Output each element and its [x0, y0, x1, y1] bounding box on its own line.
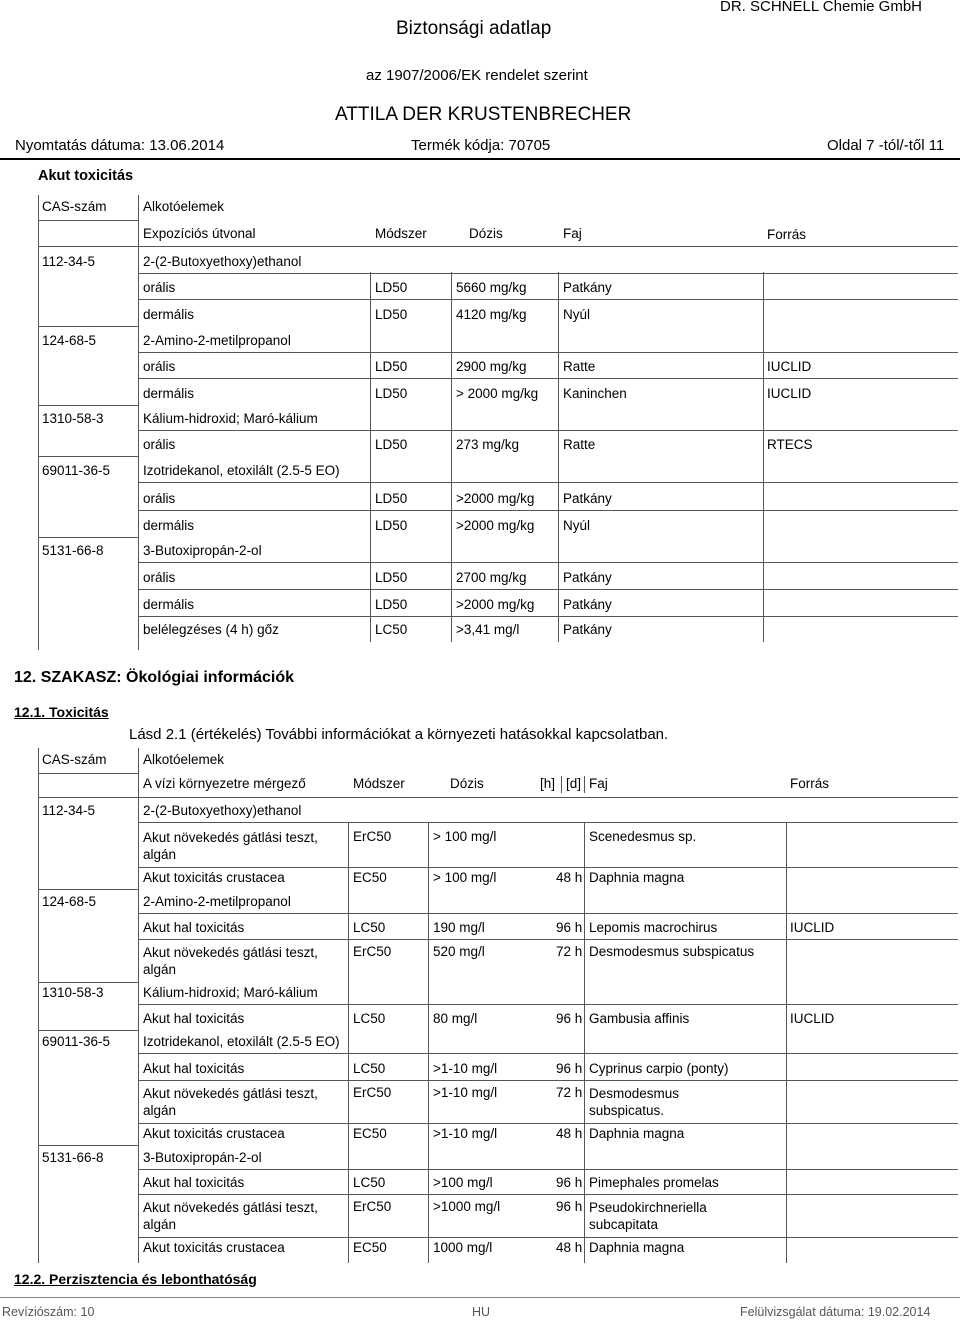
header-source: Forrás: [790, 776, 830, 791]
exposure-route: orális: [143, 437, 176, 452]
species-value: Daphnia magna: [589, 1126, 685, 1141]
component-name: Izotridekanol, etoxilált (2.5-5 EO): [143, 1034, 340, 1049]
method-value: LD50: [375, 570, 408, 585]
footer-rule: [0, 1297, 960, 1298]
exposure-time: 72 h: [556, 1085, 583, 1100]
component-name: 2-Amino-2-metilpropanol: [143, 333, 291, 348]
cas-number: 112-34-5: [42, 803, 96, 818]
header-cas: CAS-szám: [42, 199, 107, 214]
row-separator: [138, 1004, 958, 1005]
row-separator: [138, 822, 958, 823]
cas-number: 69011-36-5: [42, 463, 111, 478]
column-border: [38, 748, 39, 1263]
component-name: Kálium-hidroxid; Maró-kálium: [143, 985, 318, 1000]
row-separator: [38, 1145, 138, 1146]
source-value: IUCLID: [790, 1011, 835, 1026]
exposure-time: 96 h: [556, 1175, 583, 1190]
dose-value: 273 mg/kg: [456, 437, 520, 452]
row-separator: [138, 913, 958, 914]
method-value: EC50: [353, 1126, 387, 1141]
header-cas: CAS-szám: [42, 752, 107, 767]
method-value: LC50: [353, 1061, 386, 1076]
test-type: Akut növekedés gátlási teszt, algán: [143, 1086, 318, 1118]
exposure-time: 48 h: [556, 1126, 583, 1141]
header-method: Módszer: [353, 776, 405, 791]
row-separator: [38, 456, 138, 457]
dose-value: 2700 mg/kg: [456, 570, 527, 585]
dose-value: >3,41 mg/l: [456, 622, 520, 637]
method-value: LD50: [375, 307, 408, 322]
revision-number: Revíziószám: 10: [2, 1305, 95, 1319]
component-name: 3-Butoxipropán-2-ol: [143, 1150, 262, 1165]
component-name: 2-(2-Butoxyethoxy)ethanol: [143, 803, 302, 818]
cas-number: 1310-58-3: [42, 411, 104, 426]
row-separator: [138, 867, 958, 868]
component-name: 2-(2-Butoxyethoxy)ethanol: [143, 254, 302, 269]
species-value: Scenedesmus sp.: [589, 829, 697, 844]
species-value: Patkány: [563, 491, 612, 506]
exposure-time: 48 h: [556, 870, 583, 885]
species-value: Pimephales promelas: [589, 1175, 719, 1190]
row-separator: [38, 982, 138, 983]
row-separator: [38, 405, 138, 406]
method-value: ErC50: [353, 1085, 392, 1100]
header-species: Faj: [563, 226, 582, 241]
species-value: Kaninchen: [563, 386, 627, 401]
dose-value: > 100 mg/l: [433, 870, 497, 885]
species-value: Pseudokirchneriella subcapitata: [589, 1200, 707, 1232]
row-separator: [138, 378, 958, 379]
column-border: [370, 272, 371, 642]
toxicity-subtitle: 12.1. Toxicitás: [14, 704, 109, 720]
row-separator: [38, 246, 958, 247]
dose-value: >2000 mg/kg: [456, 518, 535, 533]
exposure-time: 96 h: [556, 1199, 583, 1214]
dose-value: >1-10 mg/l: [433, 1061, 498, 1076]
exposure-time: 96 h: [556, 920, 583, 935]
dose-value: >100 mg/l: [433, 1175, 493, 1190]
dose-value: 2900 mg/kg: [456, 359, 527, 374]
dose-value: >2000 mg/kg: [456, 491, 535, 506]
print-date: Nyomtatás dátuma: 13.06.2014: [15, 137, 225, 154]
method-value: LC50: [375, 622, 408, 637]
row-separator: [38, 1030, 138, 1031]
species-value: Patkány: [563, 597, 612, 612]
source-value: IUCLID: [767, 359, 812, 374]
header-divider: [584, 776, 585, 793]
row-separator: [138, 510, 958, 511]
species-value: Nyúl: [563, 518, 591, 533]
component-name: Kálium-hidroxid; Maró-kálium: [143, 411, 318, 426]
column-border: [428, 823, 429, 1263]
exposure-route: orális: [143, 491, 176, 506]
exposure-route: dermális: [143, 597, 195, 612]
row-separator: [138, 1123, 958, 1124]
component-name: 2-Amino-2-metilpropanol: [143, 894, 291, 909]
section-12-title: 12. SZAKASZ: Ökológiai információk: [14, 669, 295, 686]
species-value: Gambusia affinis: [589, 1011, 690, 1026]
dose-value: 520 mg/l: [433, 944, 485, 959]
dose-value: 80 mg/l: [433, 1011, 478, 1026]
row-separator: [138, 589, 958, 590]
row-separator: [38, 220, 138, 221]
row-separator: [138, 1194, 958, 1195]
header-component: Alkotóelemek: [143, 752, 225, 767]
company-name: DR. SCHNELL Chemie GmbH: [720, 0, 922, 15]
header-species: Faj: [589, 776, 608, 791]
species-value: Patkány: [563, 570, 612, 585]
component-name: Izotridekanol, etoxilált (2.5-5 EO): [143, 463, 340, 478]
row-separator: [138, 939, 958, 940]
exposure-time: 48 h: [556, 1240, 583, 1255]
row-separator: [138, 273, 958, 274]
product-code: Termék kódja: 70705: [411, 137, 551, 154]
dose-value: > 2000 mg/kg: [456, 386, 539, 401]
exposure-time: 96 h: [556, 1061, 583, 1076]
source-value: IUCLID: [767, 386, 812, 401]
species-value: Cyprinus carpio (ponty): [589, 1061, 729, 1076]
method-value: LD50: [375, 518, 408, 533]
header-dose: Dózis: [450, 776, 484, 791]
cas-number: 1310-58-3: [42, 985, 104, 1000]
dose-value: 190 mg/l: [433, 920, 485, 935]
test-type: Akut hal toxicitás: [143, 1011, 245, 1026]
row-separator: [138, 482, 958, 483]
column-border: [138, 748, 139, 1263]
species-value: Ratte: [563, 437, 596, 452]
source-value: IUCLID: [790, 920, 835, 935]
species-value: Desmodesmus subspicatus.: [589, 1086, 680, 1118]
exposure-route: dermális: [143, 307, 195, 322]
method-value: LD50: [375, 386, 408, 401]
cas-number: 124-68-5: [42, 333, 97, 348]
test-type: Akut toxicitás crustacea: [143, 1126, 285, 1141]
cas-number: 5131-66-8: [42, 1150, 104, 1165]
test-type: Akut hal toxicitás: [143, 1175, 245, 1190]
test-type: Akut hal toxicitás: [143, 920, 245, 935]
species-value: Patkány: [563, 622, 612, 637]
test-type: Akut növekedés gátlási teszt, algán: [143, 945, 318, 977]
method-value: LD50: [375, 491, 408, 506]
method-value: ErC50: [353, 1199, 392, 1214]
method-value: LD50: [375, 597, 408, 612]
column-border: [786, 823, 787, 1263]
dose-value: >1-10 mg/l: [433, 1126, 498, 1141]
exposure-time: 72 h: [556, 944, 583, 959]
component-name: 3-Butoxipropán-2-ol: [143, 543, 262, 558]
column-border: [584, 823, 585, 1263]
species-value: Desmodesmus subspicatus: [589, 944, 755, 959]
row-separator: [38, 537, 138, 538]
row-separator: [138, 299, 958, 300]
row-separator: [38, 773, 138, 774]
method-value: EC50: [353, 1240, 387, 1255]
species-value: Daphnia magna: [589, 1240, 685, 1255]
method-value: LC50: [353, 920, 386, 935]
test-type: Akut toxicitás crustacea: [143, 870, 285, 885]
exposure-route: belélegzéses (4 h) gőz: [143, 622, 279, 637]
cas-number: 112-34-5: [42, 254, 96, 269]
dose-value: >1000 mg/l: [433, 1199, 501, 1214]
exposure-route: orális: [143, 359, 176, 374]
acute-toxicity-title: Akut toxicitás: [38, 168, 134, 184]
page-number: Oldal 7 -tól/-től 11: [827, 137, 945, 154]
exposure-time: 96 h: [556, 1011, 583, 1026]
dose-value: >1-10 mg/l: [433, 1085, 498, 1100]
method-value: LD50: [375, 437, 408, 452]
dose-value: 4120 mg/kg: [456, 307, 527, 322]
header-component: Alkotóelemek: [143, 199, 225, 214]
row-separator: [138, 430, 958, 431]
row-separator: [138, 562, 958, 563]
column-border: [348, 823, 349, 1263]
method-value: ErC50: [353, 829, 392, 844]
dose-value: 1000 mg/l: [433, 1240, 493, 1255]
species-value: Daphnia magna: [589, 870, 685, 885]
row-separator: [138, 1053, 958, 1054]
regulation-text: az 1907/2006/EK rendelet szerint: [366, 67, 588, 84]
header-rule: [0, 158, 960, 160]
header-aquatic: A vízi környezetre mérgező: [143, 776, 306, 791]
header-divider: [561, 776, 562, 793]
species-value: Ratte: [563, 359, 596, 374]
method-value: LC50: [353, 1011, 386, 1026]
document-title: Biztonsági adatlap: [396, 18, 552, 39]
row-separator: [138, 616, 958, 617]
dose-value: > 100 mg/l: [433, 829, 497, 844]
method-value: LD50: [375, 280, 408, 295]
column-border: [763, 272, 764, 642]
test-type: Akut toxicitás crustacea: [143, 1240, 285, 1255]
method-value: ErC50: [353, 944, 392, 959]
header-route: Expozíciós útvonal: [143, 226, 256, 241]
column-border: [451, 272, 452, 642]
method-value: EC50: [353, 870, 387, 885]
dose-value: >2000 mg/kg: [456, 597, 535, 612]
species-value: Nyúl: [563, 307, 591, 322]
exposure-route: dermális: [143, 386, 195, 401]
row-separator: [38, 326, 138, 327]
review-date: Felülvizsgálat dátuma: 19.02.2014: [740, 1305, 931, 1319]
header-dose: Dózis: [469, 226, 503, 241]
cas-number: 124-68-5: [42, 894, 97, 909]
row-separator: [138, 352, 958, 353]
header-days: [d]: [566, 776, 582, 791]
species-value: Lepomis macrochirus: [589, 920, 718, 935]
toxicity-note: Lásd 2.1 (értékelés) További információkat a környezeti hatásokkal kapcsolatban.: [129, 726, 669, 743]
product-name: ATTILA DER KRUSTENBRECHER: [335, 104, 632, 125]
header-method: Módszer: [375, 226, 427, 241]
persistence-subtitle: 12.2. Perzisztencia és lebonthatóság: [14, 1271, 257, 1287]
species-value: Patkány: [563, 280, 612, 295]
exposure-route: orális: [143, 570, 176, 585]
method-value: LC50: [353, 1175, 386, 1190]
row-separator: [38, 889, 138, 890]
column-border: [38, 195, 39, 650]
method-value: LD50: [375, 359, 408, 374]
test-type: Akut növekedés gátlási teszt, algán: [143, 830, 318, 862]
header-hours: [h]: [540, 776, 556, 791]
cas-number: 5131-66-8: [42, 543, 104, 558]
exposure-route: orális: [143, 280, 176, 295]
cas-number: 69011-36-5: [42, 1034, 111, 1049]
exposure-route: dermális: [143, 518, 195, 533]
row-separator: [138, 1237, 958, 1238]
row-separator: [38, 797, 958, 798]
column-border: [558, 272, 559, 642]
test-type: Akut növekedés gátlási teszt, algán: [143, 1200, 318, 1232]
dose-value: 5660 mg/kg: [456, 280, 527, 295]
row-separator: [138, 1080, 958, 1081]
language-code: HU: [472, 1305, 491, 1319]
test-type: Akut hal toxicitás: [143, 1061, 245, 1076]
source-value: RTECS: [767, 437, 813, 452]
column-border: [138, 195, 139, 650]
row-separator: [138, 1169, 958, 1170]
header-source: Forrás: [767, 227, 807, 242]
